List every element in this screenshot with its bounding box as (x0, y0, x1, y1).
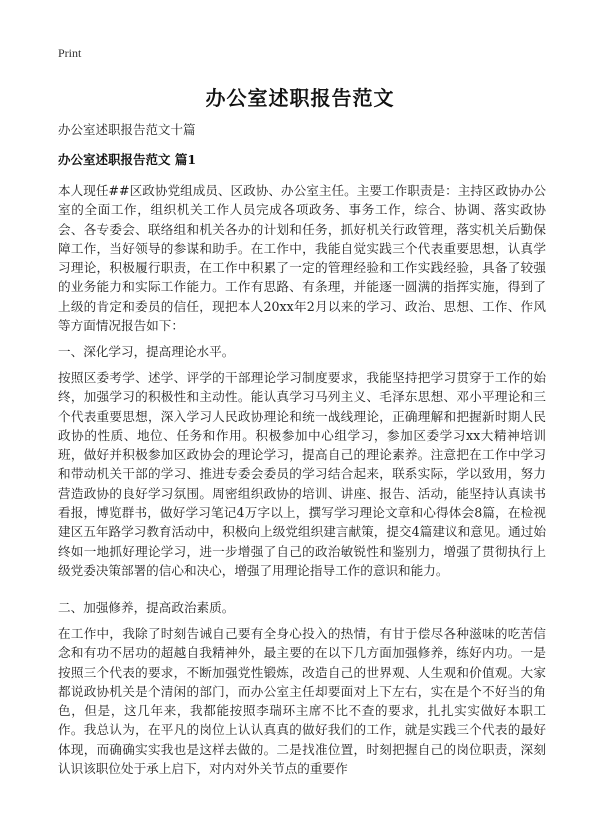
section-heading: 办公室述职报告范文 篇1 (58, 152, 197, 167)
paragraph-intro: 本人现任##区政协党组成员、区政协、办公室主任。主要工作职责是：主持区政协办公室的全面工作，组织机关工作人员完成各项政务、事务工作，综合、协调、落实政协会、各专委会、联络组和机关各办的计划和任务，抓好机关行政管理，落实机关后勤保障工作，当好领导的参谋和助手。在工作中，我能自觉实践三个代表重要思想，认真学习理论，积极履行职责，在工作中积累了一定的管理经验和工作实践经验，具备了较强的业务能力和实际工作能力。工作有思路、有条理，并能逐一圆满的指挥实施，得到了上级的肯定和委员的信任，现把本人20xx年2月以来的学习、政治、思想、工作、作风等方面情况报告如下： (58, 183, 546, 334)
print-link[interactable]: Print (58, 46, 82, 60)
subheading-study: 一、深化学习，提高理论水平。 (58, 344, 235, 359)
document-title: 办公室述职报告范文 (205, 86, 395, 110)
paragraph-study: 按照区委考学、述学、评学的干部理论学习制度要求，我能坚持把学习贯穿于工作的始终，加强学习的积极性和主动性。能认真学习马列主义、毛泽东思想、邓小平理论和三个代表重要思想，深入学习人民政协理论和统一战线理论，正确理解和把握新时期人民政协的性质、地位、任务和作用。积极参加中心组学习，参加区委学习xx大精神培训班，做好并积极参加区政协会的理论学习，提高自己的理论素养。注意把在工作中学习和带动机关干部的学习、推进专委会委员的学习结合起来，联系实际，学以致用，努力营造政协的良好学习氛围。周密组织政协的培训、讲座、报告、活动，能坚持认真读书看报，博览群书，做好学习笔记4万字以上，撰写学习理论文章和心得体会8篇，在检视建区五年路学习教育活动中，积极向上级党组织建言献策，提交4篇建议和意见。通过始终如一地抓好理论学习，进一步增强了自己的政治敏锐性和鉴别力，增强了贯彻执行上级党委决策部署的信心和决心，增强了用理论指导工作的意识和能力。 (58, 370, 546, 578)
subheading-cultivation: 二、加强修养，提高政治素质。 (58, 600, 235, 615)
document-subtitle: 办公室述职报告范文十篇 (58, 122, 196, 137)
paragraph-cultivation: 在工作中，我除了时刻告诫自己要有全身心投入的热情，有甘于偿尽各种滋味的吃苦信念和有功不居功的超越自我精神外，最主要的在以下几方面加强修养，练好内功。一是按照三个代表的要求，不断加强党性锻炼，改造自己的世界观、人生观和价值观。大家都说政协机关是个清闲的部门，而办公室主任却要面对上下左右，实在是个不好当的角色，但是，这几年来，我都能按照李瑞环主席不比不查的要求，扎扎实实做好本职工作。我总认为，在平凡的岗位上认认真真的做好我们的工作，就是实践三个代表的最好体现，而确确实实我也是这样去做的。二是找准位置，时刻把握自己的岗位职责，深刻认识该职位处于承上启下，对内对外关节点的重要作 (58, 626, 546, 777)
